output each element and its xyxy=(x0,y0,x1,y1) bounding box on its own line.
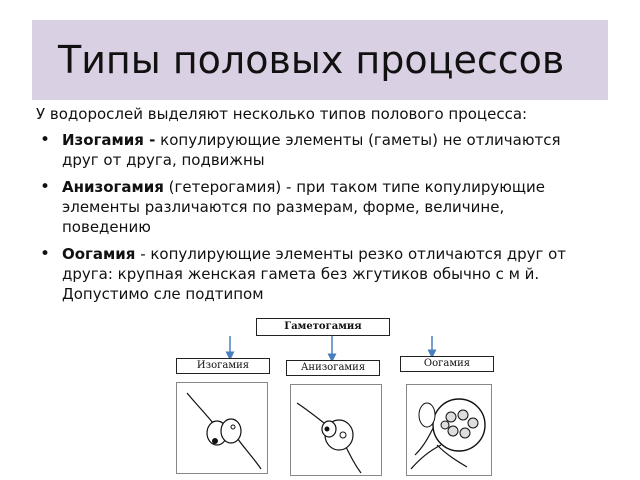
desc-anisogamy: (гетерогамия) - при таком типе копулирующие элементы различаются по размерам, форме, величине, поведению xyxy=(62,178,546,236)
list-item xyxy=(32,130,592,170)
anisogamy-drawing-icon xyxy=(290,384,382,476)
desc-isogamy: копулирующие элементы (гаметы) не отличаются друг от друга, подвижны xyxy=(62,131,561,169)
slide-content xyxy=(32,104,592,311)
list-item xyxy=(32,177,592,237)
gametogamy-figure xyxy=(160,312,498,478)
intro-text: У водорослей выделяют несколько типов полового процесса: xyxy=(36,105,528,123)
term-isogamy: Изогамия - xyxy=(62,131,156,149)
oogamy-drawing-icon xyxy=(406,384,492,476)
isogamy-label: Изогамия xyxy=(176,358,270,374)
isogamy-drawing-icon xyxy=(176,382,268,474)
oogamy-label: Оогамия xyxy=(400,356,494,372)
bullet-list xyxy=(32,130,592,304)
term-anisogamy: Анизогамия xyxy=(62,178,164,196)
slide-title: Типы половых процессов xyxy=(58,38,565,82)
list-item xyxy=(32,244,592,304)
term-oogamy: Оогамия xyxy=(62,245,136,263)
desc-oogamy: - копулирующие элементы резко отличаются друг от друга: крупная женская гамета без жгутиков обычно с м й. Допустимо сле подтипом xyxy=(62,245,567,303)
anisogamy-label: Анизогамия xyxy=(286,360,380,376)
gametogamy-label: Гаметогамия xyxy=(256,318,390,336)
